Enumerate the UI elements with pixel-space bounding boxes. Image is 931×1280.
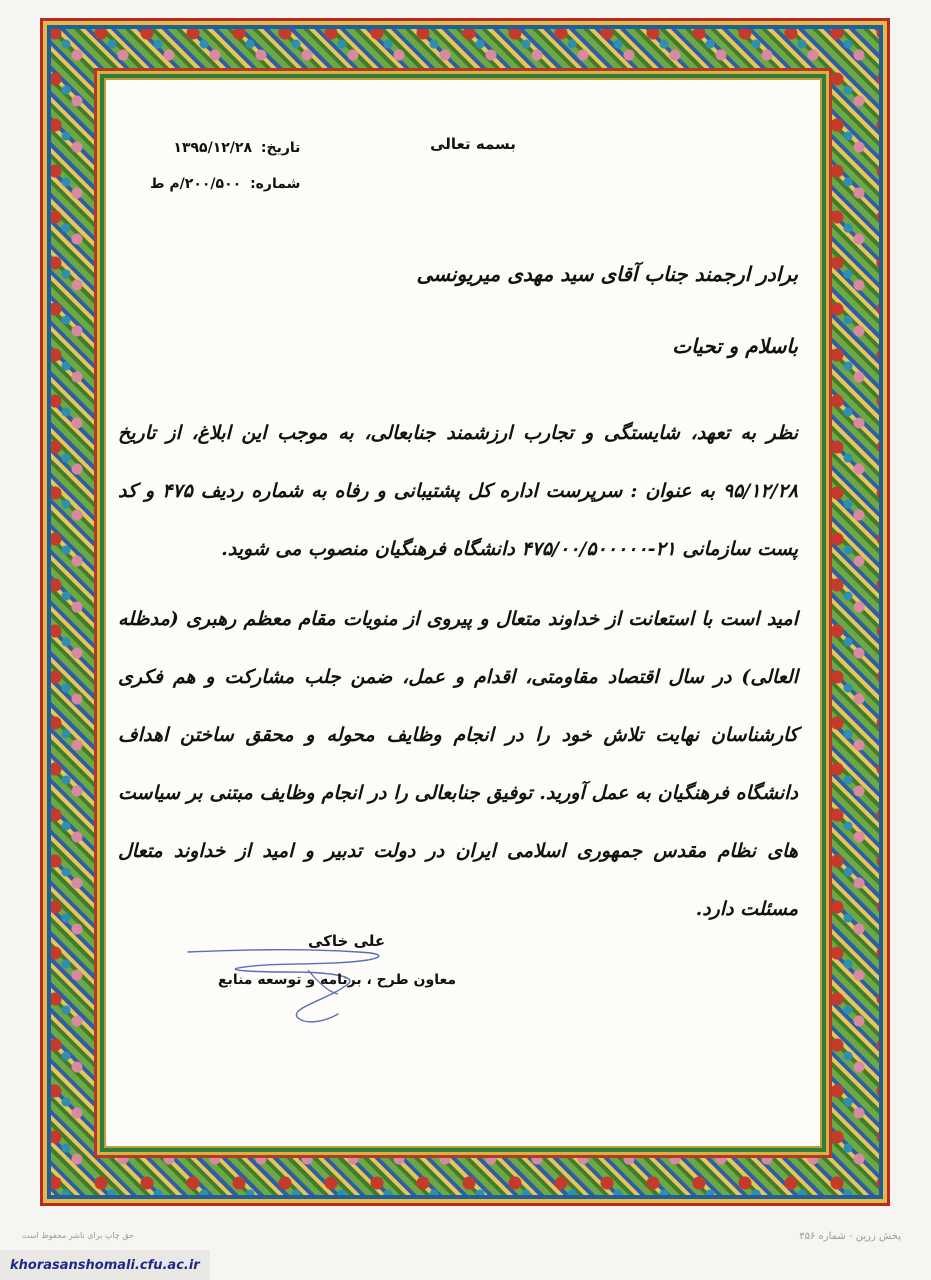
salutation-line: باسلام و تحیات xyxy=(672,334,798,358)
recipient-line: برادر ارجمند جناب آقای سید مهدی میریونسی xyxy=(416,262,798,286)
number-value: ۲۰۰/۵۰۰/م ط xyxy=(150,176,242,192)
paragraph-appointment: نظر به تعهد، شایستگی و تجارب ارزشمند جنابعالی، به موجب این ابلاغ، از تاریخ ۹۵/۱۲/۲۸ به عنوان : سرپرست اداره کل پشتیبانی و رفاه به شماره ردیف ۴۷۵ و کد پست سازمانی ۲۱-۴۷۵/۰۰/۵۰۰۰۰۰ دانشگاه فرهنگیان منصوب می شوید. xyxy=(118,422,798,560)
date-label: تاریخ: xyxy=(260,140,301,156)
copyright-note: حق چاپ برای ناشر محفوظ است xyxy=(22,1231,134,1240)
number-label: شماره: xyxy=(250,176,301,192)
number-row xyxy=(146,166,300,202)
signatory-title: معاون طرح ، برنامه و توسعه منابع xyxy=(218,972,457,988)
date-row xyxy=(146,130,300,166)
bismillah-heading: بسمه تعالی xyxy=(430,135,516,153)
signatory-name: علی خاکی xyxy=(308,932,386,950)
site-watermark: khorasanshomali.cfu.ac.ir xyxy=(0,1250,210,1280)
letter-meta xyxy=(146,130,300,202)
paragraph-wishes: امید است با استعانت از خداوند متعال و پیروی از منویات مقام معظم رهبری (مدظله العالی) در سال اقتصاد مقاومتی، اقدام و عمل، ضمن جلب مشارکت و هم فکری کارشناسان نهایت تلاش خود را در انجام وظایف محوله و محقق ساختن اهداف دانشگاه فرهنگیان به عمل آورید. توفیق جنابعالی را در انجام وظایف مبتنی بر سیاست های نظام مقدس جمهوری اسلامی ایران در دولت تدبیر و امید از خداوند متعال مسئلت دارد. xyxy=(118,608,798,920)
publisher-note: پخش زرین - شماره ۳۵۶ xyxy=(799,1231,901,1242)
date-value: ۱۳۹۵/۱۲/۲۸ xyxy=(173,140,252,156)
letter-content xyxy=(108,82,818,1144)
